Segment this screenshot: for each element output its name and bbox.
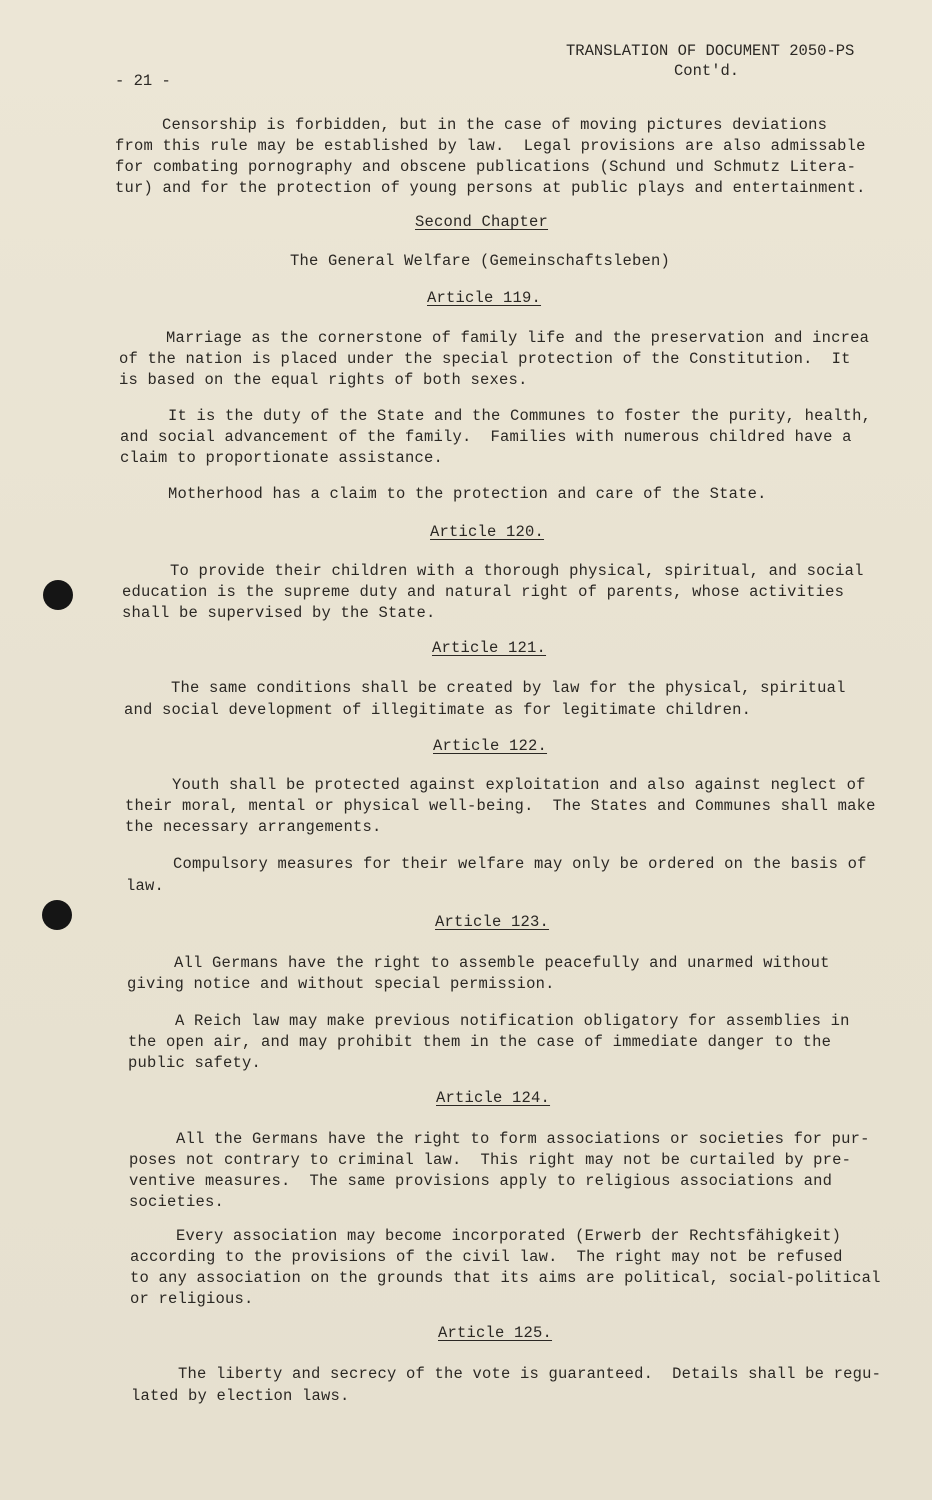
punch-hole-bottom <box>42 900 72 930</box>
punch-hole-top <box>43 580 73 610</box>
text-line: shall be supervised by the State. <box>122 604 436 622</box>
article-heading: Article 121. <box>432 639 547 657</box>
article-heading: Article 123. <box>435 913 550 931</box>
article-heading: Article 122. <box>433 737 548 755</box>
text-line: poses not contrary to criminal law. This right may not be curtailed by pre- <box>129 1151 852 1169</box>
text-line: giving notice and without special permission. <box>127 975 555 993</box>
article-heading: Article 119. <box>427 289 542 307</box>
text-line: law. <box>126 877 165 895</box>
article-heading: Article 124. <box>436 1089 551 1107</box>
text-line: of the nation is placed under the special protection of the Constitution. It <box>119 350 851 368</box>
text-line: and social development of illegitimate as for legitimate children. <box>124 701 752 719</box>
text-line: according to the provisions of the civil law. The right may not be refused <box>130 1248 843 1266</box>
text-line: tur) and for the protection of young persons at public plays and entertainment. <box>115 179 866 197</box>
chapter-heading: Second Chapter <box>415 213 549 231</box>
text-line: claim to proportionate assistance. <box>120 449 444 467</box>
document-title: TRANSLATION OF DOCUMENT 2050-PS <box>566 42 855 60</box>
text-line: or religious. <box>130 1290 254 1308</box>
text-line: ventive measures. The same provisions apply to religious associations and <box>129 1172 833 1190</box>
text-line: the open air, and may prohibit them in the case of immediate danger to the <box>128 1033 832 1051</box>
text-line: Every association may become incorporated (Erwerb der Rechtsfähigkeit) <box>176 1227 842 1245</box>
text-line: Motherhood has a claim to the protection and care of the State. <box>168 485 767 503</box>
text-line: All Germans have the right to assemble peacefully and unarmed without <box>174 954 830 972</box>
text-line: education is the supreme duty and natural right of parents, whose activities <box>122 583 845 601</box>
text-line: societies. <box>129 1193 225 1211</box>
text-line: from this rule may be established by law. Legal provisions are also admissable <box>115 137 866 155</box>
text-line: for combating pornography and obscene publications (Schund und Schmutz Litera- <box>115 158 857 176</box>
text-line: is based on the equal rights of both sexes. <box>119 371 528 389</box>
text-line: to any association on the grounds that its aims are political, social-political <box>130 1269 881 1287</box>
document-contd: Cont'd. <box>674 62 740 80</box>
page-number: - 21 - <box>115 72 171 90</box>
article-heading: Article 125. <box>438 1324 553 1342</box>
text-line: lated by election laws. <box>131 1387 350 1405</box>
text-line: The liberty and secrecy of the vote is guaranteed. Details shall be regu- <box>178 1365 882 1383</box>
text-line: and social advancement of the family. Families with numerous childred have a <box>120 428 852 446</box>
text-line: All the Germans have the right to form associations or societies for pur- <box>176 1130 870 1148</box>
text-line: Youth shall be protected against exploitation and also against neglect of <box>172 776 866 794</box>
text-line: the necessary arrangements. <box>125 818 382 836</box>
text-line: The same conditions shall be created by law for the physical, spiritual <box>171 679 846 697</box>
text-line: A Reich law may make previous notification obligatory for assemblies in <box>175 1012 850 1030</box>
text-line: Marriage as the cornerstone of family life and the preservation and increa <box>166 329 870 347</box>
text-line: To provide their children with a thorough physical, spiritual, and social <box>170 562 864 580</box>
text-line: Censorship is forbidden, but in the case of moving pictures deviations <box>162 116 828 134</box>
text-line: their moral, mental or physical well-being. The States and Communes shall make <box>125 797 876 815</box>
text-line: Compulsory measures for their welfare may only be ordered on the basis of <box>173 855 867 873</box>
chapter-subtitle: The General Welfare (Gemeinschaftsleben) <box>290 252 671 270</box>
text-line: It is the duty of the State and the Communes to foster the purity, health, <box>168 407 872 425</box>
article-heading: Article 120. <box>430 523 545 541</box>
text-line: public safety. <box>128 1054 262 1072</box>
